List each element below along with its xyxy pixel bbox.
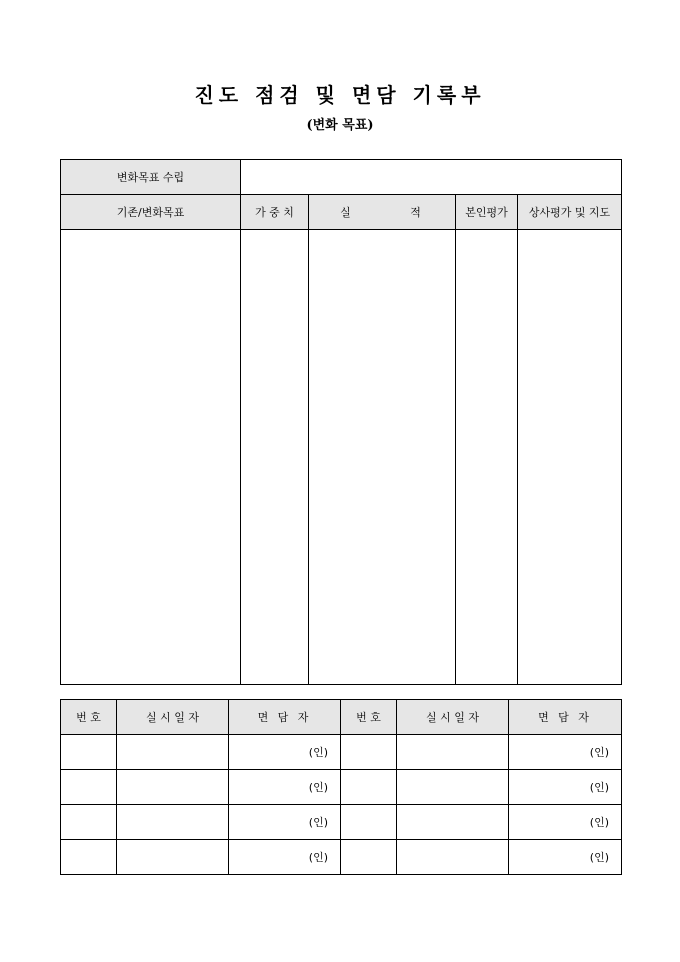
table-row — [61, 840, 622, 875]
performance-body-cell[interactable] — [309, 230, 456, 685]
header-self-evaluation: 본인평가 — [456, 195, 518, 230]
page-title: 진도 점검 및 면담 기록부 — [194, 83, 486, 107]
number-cell[interactable] — [61, 805, 117, 840]
interview-table — [60, 699, 622, 875]
header-existing-goal: 기존/변화목표 — [61, 195, 241, 230]
date-cell[interactable] — [397, 805, 509, 840]
number-cell[interactable] — [341, 735, 397, 770]
goal-table — [60, 159, 622, 685]
interviewer-seal-cell[interactable]: (인) — [509, 735, 622, 770]
header-number-right: 번 호 — [341, 700, 397, 735]
date-cell[interactable] — [117, 770, 229, 805]
interviewer-seal-cell[interactable]: (인) — [509, 770, 622, 805]
number-cell[interactable] — [341, 770, 397, 805]
header-interviewer-left: 면 담 자 — [229, 700, 341, 735]
header-supervisor-evaluation: 상사평가 및 지도 — [518, 195, 622, 230]
interviewer-seal-cell[interactable]: (인) — [509, 805, 622, 840]
header-date-right: 실 시 일 자 — [397, 700, 509, 735]
date-cell[interactable] — [397, 840, 509, 875]
date-cell[interactable] — [397, 770, 509, 805]
table-row — [61, 770, 622, 805]
header-performance: 실 적 — [309, 195, 456, 230]
page-subtitle: (변화 목표) — [306, 118, 374, 133]
interviewer-seal-cell[interactable]: (인) — [509, 840, 622, 875]
number-cell[interactable] — [61, 770, 117, 805]
header-weight: 가 중 치 — [241, 195, 309, 230]
date-cell[interactable] — [117, 735, 229, 770]
number-cell[interactable] — [61, 840, 117, 875]
supervisor-eval-body-cell[interactable] — [518, 230, 622, 685]
weight-body-cell[interactable] — [241, 230, 309, 685]
number-cell[interactable] — [341, 840, 397, 875]
header-date-left: 실 시 일 자 — [117, 700, 229, 735]
interviewer-seal-cell[interactable]: (인) — [229, 770, 341, 805]
date-cell[interactable] — [117, 840, 229, 875]
date-cell[interactable] — [397, 735, 509, 770]
goal-body-cell[interactable] — [61, 230, 241, 685]
self-eval-body-cell[interactable] — [456, 230, 518, 685]
table-row — [61, 805, 622, 840]
number-cell[interactable] — [61, 735, 117, 770]
interviewer-seal-cell[interactable]: (인) — [229, 840, 341, 875]
goal-setup-label: 변화목표 수립 — [61, 160, 241, 195]
interviewer-seal-cell[interactable]: (인) — [229, 735, 341, 770]
header-interviewer-right: 면 담 자 — [509, 700, 622, 735]
table-row — [61, 735, 622, 770]
number-cell[interactable] — [341, 805, 397, 840]
interviewer-seal-cell[interactable]: (인) — [229, 805, 341, 840]
goal-setup-field[interactable] — [241, 160, 622, 195]
header-number-left: 번 호 — [61, 700, 117, 735]
date-cell[interactable] — [117, 805, 229, 840]
